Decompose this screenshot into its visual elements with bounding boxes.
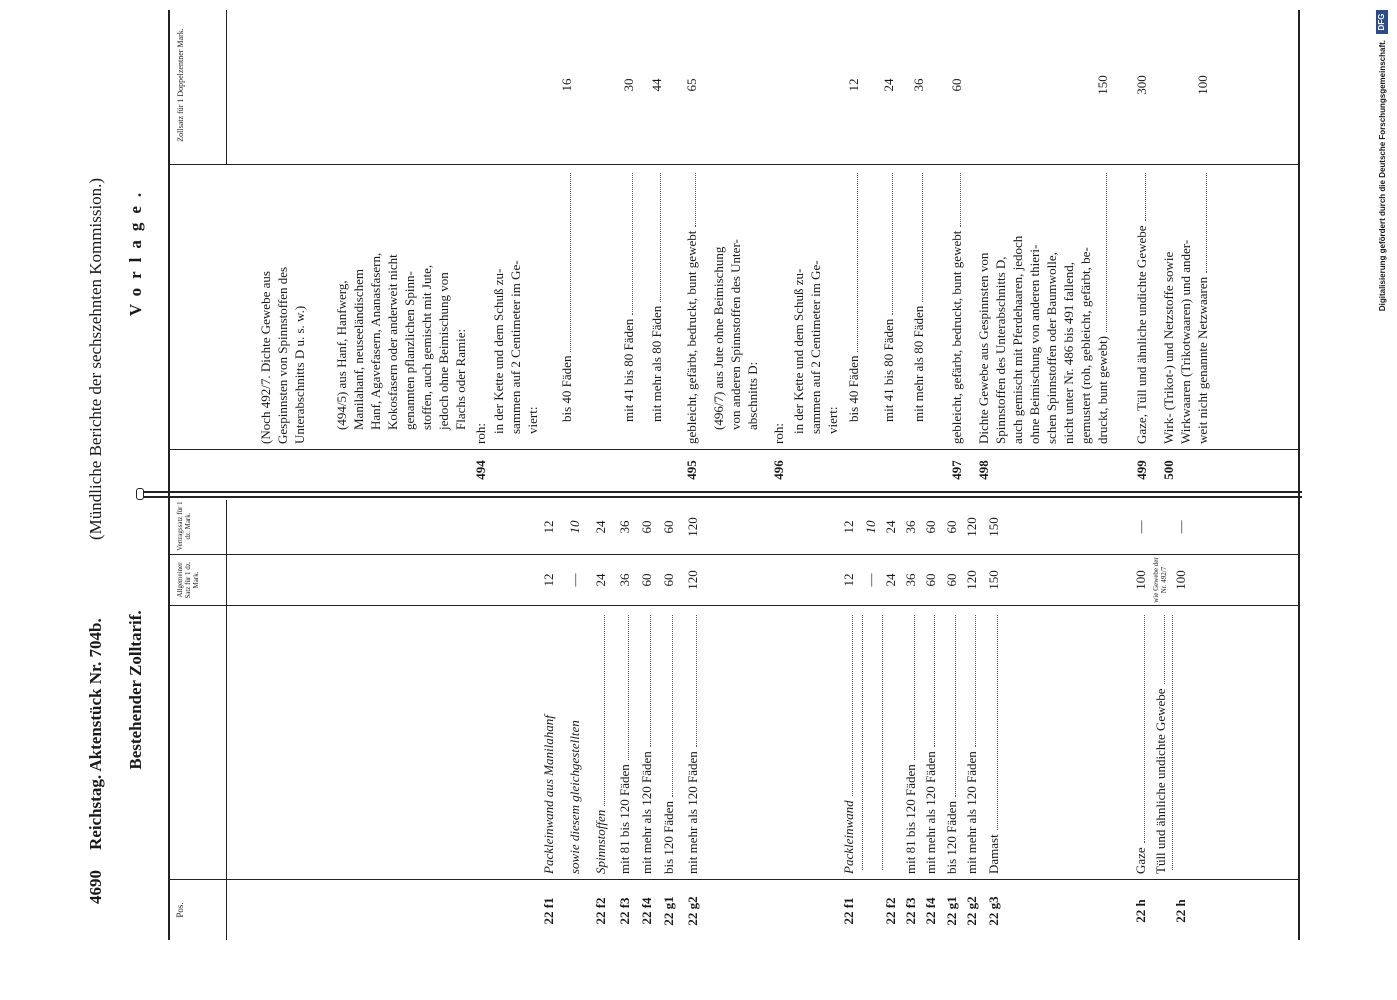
dot-leader [695, 173, 696, 227]
position-number: 22 f1 [541, 897, 556, 925]
item-description [975, 170, 1111, 444]
position-number: 22 f3 [903, 897, 918, 925]
position-number: 22 h [1133, 899, 1148, 923]
table-bottom-rule [1298, 10, 1300, 940]
position-number: 499 [1134, 460, 1149, 480]
description-text: Packleinwand aus Manilahanf [541, 715, 556, 874]
dot-leader [672, 615, 673, 797]
position-number: 494 [473, 460, 488, 480]
description-text: mit 81 bis 120 Fäden [617, 764, 632, 874]
description-text: genannten pflanzlichen Spinn- [402, 271, 417, 430]
item-description [770, 170, 787, 444]
duty-rate: 16 [559, 78, 574, 92]
contract-rate: 10 [863, 520, 878, 534]
dot-leader [1172, 615, 1173, 870]
column-header-contract-rate: Vertragssatz für 1 dz. Mark. [176, 501, 192, 551]
description-text: nicht unter Nr. 486 bis 491 fallend, [1061, 262, 1076, 444]
dot-leader [862, 615, 863, 870]
dot-leader [882, 615, 883, 870]
item-description [985, 612, 1002, 874]
description-text: bis 120 Fäden [944, 801, 959, 874]
table-top-rule [168, 10, 170, 940]
duty-rate: 65 [684, 78, 699, 92]
description-text: Kokosfasern oder anderweit nicht [385, 254, 400, 430]
item-description [948, 170, 965, 444]
description-text: mit mehr als 120 Fäden [685, 751, 700, 874]
description-text: druckt, bunt gewebt) [1095, 336, 1110, 444]
description-text: mit 41 bis 80 Fäden [881, 318, 896, 422]
item-description [638, 612, 655, 874]
running-header-subtitle: (Mündliche Berichte der sechszehnten Kommission.) [86, 177, 105, 540]
item-description [922, 612, 939, 874]
running-header: Reichstag. Aktenstück Nr. 704b. [86, 618, 105, 850]
description-text: (496/7) aus Jute ohne Beimischung [711, 246, 726, 430]
description-text: schen Spinnstoffen oder Baumwolle, [1044, 252, 1059, 444]
description-text: Gespinnsten von Spinnstoffen des [275, 266, 290, 444]
dot-leader [1164, 615, 1165, 684]
description-line [274, 170, 291, 444]
contract-rate: 12 [841, 520, 856, 534]
description-line [524, 170, 541, 434]
double-divider-rule-b [140, 491, 1302, 493]
dot-leader [604, 615, 605, 806]
description-line [620, 170, 637, 422]
general-rate: — [863, 573, 878, 587]
description-line [1077, 170, 1094, 444]
description-line [1094, 170, 1111, 444]
description-text: Gaze, Tüll und ähnliche undichte Gewebe [1134, 225, 1149, 444]
item-description [620, 170, 637, 444]
description-line [807, 170, 824, 434]
description-text: ohne Beimischung von anderen thieri- [1027, 244, 1042, 444]
item-description [1172, 612, 1177, 874]
duty-rate: 24 [881, 78, 896, 92]
section-title-proposal: Vorlage. [126, 183, 145, 317]
description-text: Wirkwaaren (Trikotwaaren) und ander- [1178, 239, 1193, 444]
description-line [710, 170, 727, 430]
description-line [490, 170, 507, 434]
divider-pin-mark [136, 488, 144, 500]
item-description [1160, 170, 1211, 444]
general-rate: 60 [639, 573, 654, 587]
proposal-pos-column-rule [168, 449, 1298, 450]
description-text: viert: [525, 406, 540, 434]
description-text: jedoch ohne Beimischung von [436, 272, 451, 430]
general-rate: wie Gewebe der Nr. 492/7 [1152, 557, 1168, 603]
description-text: Damast [986, 834, 1001, 874]
proposal-rate-column-rule [168, 164, 1298, 165]
contract-rate: 36 [903, 520, 918, 534]
description-text: abschnitts D: [745, 361, 760, 430]
duty-rate: 12 [846, 78, 861, 92]
general-rate: 36 [903, 573, 918, 587]
general-rate: 100 [1173, 570, 1188, 590]
description-line [1133, 170, 1150, 444]
description-line [1009, 170, 1026, 444]
description-text: stoffen, auch gemischt mit Jute, [419, 264, 434, 430]
description-line [418, 170, 435, 430]
description-line [683, 170, 700, 444]
position-number: 497 [949, 460, 964, 480]
duty-rate: 100 [1195, 75, 1210, 95]
general-rate: 12 [541, 573, 556, 587]
description-text: Tüll und ähnliche undichte Gewebe [1153, 688, 1168, 874]
description-line [558, 170, 575, 422]
description-line [350, 170, 367, 430]
item-description [1132, 612, 1149, 874]
description-line [770, 170, 787, 444]
description-line [992, 170, 1009, 444]
general-rate: — [567, 573, 582, 587]
description-text: Packleinwand [841, 800, 856, 874]
description-text: in der Kette und dem Schuß zu- [491, 268, 506, 434]
description-line [1043, 170, 1060, 444]
description-line [452, 170, 469, 430]
position-number: 22 h [1173, 899, 1188, 923]
description-line [1160, 170, 1177, 444]
duty-rate: 44 [649, 78, 664, 92]
contract-rate: 120 [685, 517, 700, 537]
position-number: 22 f2 [593, 897, 608, 925]
item-description [790, 170, 841, 444]
dot-leader [1145, 173, 1146, 221]
item-description [963, 612, 980, 874]
dot-leader [1106, 173, 1107, 332]
dot-leader [975, 615, 976, 747]
item-description [333, 170, 469, 444]
general-rate: 24 [883, 573, 898, 587]
dot-leader [696, 615, 697, 747]
description-text: (494/5) aus Hanf, Hanfwerg, [334, 280, 349, 430]
general-rate: 150 [986, 570, 1001, 590]
item-description [616, 612, 633, 874]
description-line [648, 170, 665, 422]
description-text: weit nicht genannte Netzwaaren [1195, 276, 1210, 444]
contract-rate: 150 [986, 517, 1001, 537]
description-line [507, 170, 524, 434]
description-line [384, 170, 401, 430]
pos-column-rule [168, 879, 1298, 880]
description-text: mit mehr als 120 Fäden [964, 751, 979, 874]
duty-rate: 30 [621, 78, 636, 92]
item-description [1133, 170, 1150, 444]
description-line [1194, 170, 1211, 444]
description-text: bis 40 Fäden [846, 355, 861, 422]
description-text: gemustert (roh, gebleicht, gefärbt, be- [1078, 247, 1093, 444]
position-number: 498 [976, 460, 991, 480]
dot-leader [650, 615, 651, 747]
description-line [744, 170, 761, 430]
item-description [566, 612, 583, 874]
contract-rate: 60 [944, 520, 959, 534]
description-text: sowie diesem gleichgestellten [567, 720, 582, 874]
contract-rate: 60 [923, 520, 938, 534]
description-text: in der Kette und dem Schuß zu- [791, 268, 806, 434]
item-description [1152, 612, 1169, 874]
description-text: viert: [825, 406, 840, 434]
description-line [472, 170, 489, 444]
description-line [1177, 170, 1194, 444]
description-text: (Noch 492/7. Dichte Gewebe aus [258, 271, 273, 444]
description-text: bis 120 Fäden [661, 801, 676, 874]
duty-rate: 60 [949, 78, 964, 92]
description-text: Flachs oder Ramie: [453, 328, 468, 430]
section-title-existing-tariff: Bestehender Zolltarif. [126, 610, 145, 770]
item-description [910, 170, 927, 444]
description-line [1026, 170, 1043, 444]
description-text: mit mehr als 120 Fäden [639, 751, 654, 874]
position-number: 22 f3 [617, 897, 632, 925]
description-text: mit mehr als 80 Fäden [911, 305, 926, 422]
item-description [648, 170, 665, 444]
position-number: 22 g3 [986, 896, 1001, 926]
description-text: mit 81 bis 120 Fäden [903, 764, 918, 874]
dot-leader [922, 173, 923, 302]
description-text: mit mehr als 80 Fäden [649, 305, 664, 422]
double-divider-rule-a [140, 496, 1302, 498]
contract-rate: 24 [593, 520, 608, 534]
description-text: gebleicht, gefärbt, bedruckt, bunt gewebt [949, 230, 964, 444]
description-line [367, 170, 384, 430]
item-description [862, 612, 867, 874]
contract-rate-column-rule [168, 554, 1298, 555]
item-description [540, 612, 557, 874]
item-description [683, 170, 700, 444]
left-header-rule [226, 500, 227, 940]
general-rate: 60 [923, 573, 938, 587]
description-text: mit mehr als 120 Fäden [923, 751, 938, 874]
contract-rate: 60 [661, 520, 676, 534]
description-text: Gaze [1133, 847, 1148, 874]
general-rate: 12 [841, 573, 856, 587]
description-text: Dichte Gewebe aus Gespinnsten von [976, 252, 991, 444]
item-description [257, 170, 308, 444]
description-text: Wirk- (Trikot-) und Netzstoffe sowie [1161, 251, 1176, 444]
contract-rate: 36 [617, 520, 632, 534]
general-rate: 100 [1133, 570, 1148, 590]
digitization-credit: Digitalisierung gefördert durch die Deutsche Forschungsgemeinschaft. [1378, 40, 1387, 312]
item-description [472, 170, 489, 444]
description-line [333, 170, 350, 430]
item-description [558, 170, 575, 444]
dfg-logo: DFG [1376, 10, 1388, 34]
contract-rate: 10 [567, 520, 582, 534]
general-rate: 120 [685, 570, 700, 590]
description-line [824, 170, 841, 434]
contract-rate: 60 [639, 520, 654, 534]
general-rate: 120 [964, 570, 979, 590]
description-line [880, 170, 897, 422]
description-text: gebleicht, gefärbt, bedruckt, bunt gewebt [684, 230, 699, 444]
description-line [401, 170, 418, 430]
column-header-duty-rate: Zollsatz für 1 Doppelzentner Mark. [176, 28, 185, 142]
position-number: 500 [1161, 460, 1176, 480]
position-number: 22 f4 [639, 897, 654, 925]
dot-leader [1144, 615, 1145, 843]
position-number: 496 [771, 460, 786, 480]
general-rate: 60 [944, 573, 959, 587]
column-header-pos: Pos. [175, 902, 185, 918]
description-text: sammen auf 2 Centimeter im Ge- [508, 260, 523, 434]
page-number: 4690 [86, 870, 105, 904]
item-description [882, 612, 887, 874]
dot-leader [857, 173, 858, 352]
dot-leader [628, 615, 629, 760]
description-line [845, 170, 862, 422]
item-description [684, 612, 701, 874]
contract-rate: 12 [541, 520, 556, 534]
position-number: 22 f1 [841, 897, 856, 925]
description-line [948, 170, 965, 444]
item-description [710, 170, 761, 444]
description-text: Manilahanf, neuseeländischem [351, 269, 366, 430]
description-text: Spinnstoffen [593, 809, 608, 874]
contract-rate: — [1173, 520, 1188, 534]
dot-leader [1206, 173, 1207, 273]
duty-rate: 300 [1134, 75, 1149, 95]
duty-rate: 36 [911, 78, 926, 92]
item-description [943, 612, 960, 874]
position-number: 22 g1 [944, 896, 959, 926]
general-rate-column-rule [168, 605, 1298, 606]
position-number: 22 g2 [964, 896, 979, 926]
description-line [435, 170, 452, 430]
description-line [257, 170, 274, 444]
position-number: 22 f4 [923, 897, 938, 925]
item-description [592, 612, 609, 874]
description-text: Unterabschnitts D u. s. w.) [292, 305, 307, 444]
contract-rate: 24 [883, 520, 898, 534]
item-description [840, 612, 857, 874]
description-text: bis 40 Fäden [559, 355, 574, 422]
general-rate: 60 [661, 573, 676, 587]
contract-rate: — [1133, 520, 1148, 534]
description-text: Spinnstoffen des Unterabschnitts D, [993, 256, 1008, 444]
description-line [975, 170, 992, 444]
description-line [291, 170, 308, 444]
dot-leader [852, 615, 853, 796]
description-text: mit 41 bis 80 Fäden [621, 318, 636, 422]
column-header-general-rate: Allgemeiner Satz für 1 dz. Mark. [176, 561, 200, 599]
item-description [880, 170, 897, 444]
dot-leader [570, 173, 571, 352]
right-header-rule [226, 10, 227, 165]
position-number: 495 [684, 460, 699, 480]
dot-leader [960, 173, 961, 227]
general-rate: 24 [593, 573, 608, 587]
dot-leader [934, 615, 935, 747]
description-text: sammen auf 2 Centimeter im Ge- [808, 260, 823, 434]
position-number: 22 g1 [661, 896, 676, 926]
description-line [790, 170, 807, 434]
description-text: von anderen Spinnstoffen des Unter- [728, 239, 743, 430]
item-description [902, 612, 919, 874]
description-text: roh: [771, 423, 786, 444]
dot-leader [632, 173, 633, 315]
dot-leader [660, 173, 661, 302]
contract-rate: 120 [964, 517, 979, 537]
item-description [660, 612, 677, 874]
position-number: 22 g2 [685, 896, 700, 926]
duty-rate: 150 [1095, 75, 1110, 95]
description-text: Hanf, Agavefasern, Ananasfasern, [368, 252, 383, 430]
position-number: 22 f2 [883, 897, 898, 925]
dot-leader [997, 615, 998, 830]
description-text: roh: [473, 423, 488, 444]
item-description [845, 170, 862, 444]
dot-leader [955, 615, 956, 797]
general-rate: 36 [617, 573, 632, 587]
dot-leader [892, 173, 893, 315]
item-description [490, 170, 541, 444]
description-line [910, 170, 927, 422]
description-line [1060, 170, 1077, 444]
description-line [727, 170, 744, 430]
dot-leader [914, 615, 915, 760]
description-text: auch gemischt mit Pferdehaaren, jedoch [1010, 235, 1025, 444]
